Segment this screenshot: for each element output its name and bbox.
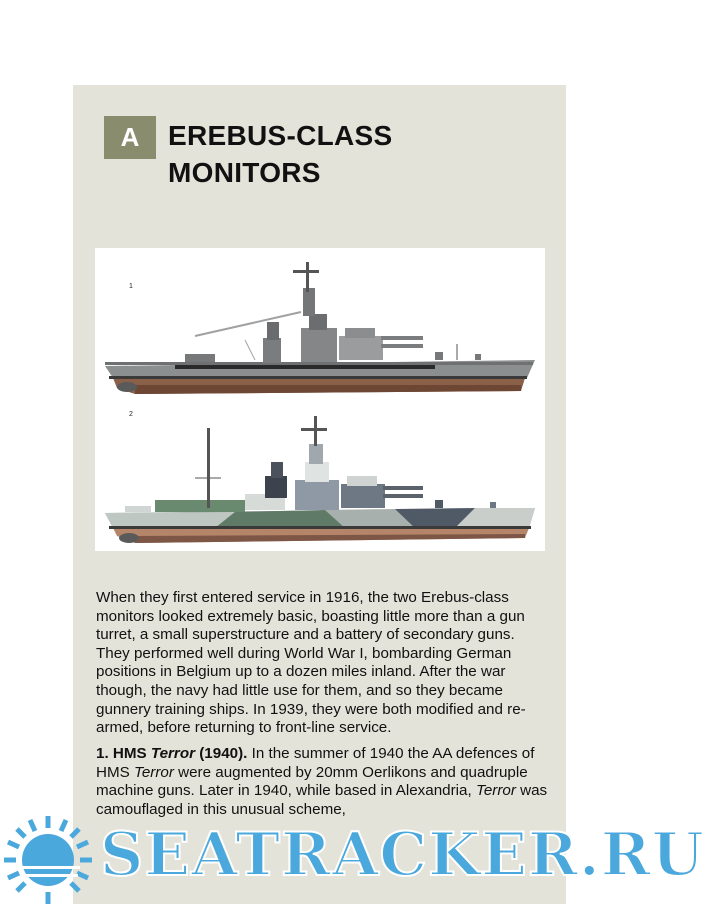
- caption-ship-name-2: Terror: [133, 763, 174, 781]
- section-badge: A: [104, 116, 156, 159]
- caption-text-3: was camouflaged in this unusual scheme,: [96, 782, 548, 818]
- ship-1-illustration: [105, 262, 535, 394]
- ship-illustration-plate: [95, 248, 545, 551]
- title-line-1: EREBUS-CLASS: [168, 120, 393, 151]
- ship-illustrations: [95, 248, 545, 551]
- sun-icon: [4, 816, 92, 904]
- section-title: [168, 117, 548, 191]
- caption-number: 1. HMS: [96, 745, 151, 762]
- caption-year: (1940).: [195, 745, 248, 762]
- caption-ship-name-3: Terror: [475, 782, 516, 800]
- ship-2-illustration: [105, 416, 535, 543]
- caption-ship-name: Terror: [150, 745, 196, 762]
- ship-2-number: 2: [129, 411, 133, 418]
- caption-text-1: In the summer of 1940 the AA defences of HMS: [96, 745, 535, 781]
- ship-1-number: 1: [129, 283, 133, 290]
- title-line-2: MONITORS: [168, 157, 321, 188]
- watermark-text: SEATRACKER.RU: [100, 820, 705, 890]
- caption-heading: [96, 745, 247, 762]
- caption-text-2: were augmented by 20mm Oerlikons and quadruple machine guns. Later in 1940, while based in Alexandria,: [96, 763, 528, 800]
- intro-paragraph: When they first entered service in 1916, the two Erebus-class monitors looked extremely basic, boasting little more than a gun turret, a small superstructure and a battery of secondary guns. They performed well during World War I, bombarding German positions in Belgium up to a dozen miles inland. After the war though, the navy had little use for them, and so they became gunnery training ships. In 1939, they were both modified and re-armed, before returning to front-line service.: [96, 589, 526, 737]
